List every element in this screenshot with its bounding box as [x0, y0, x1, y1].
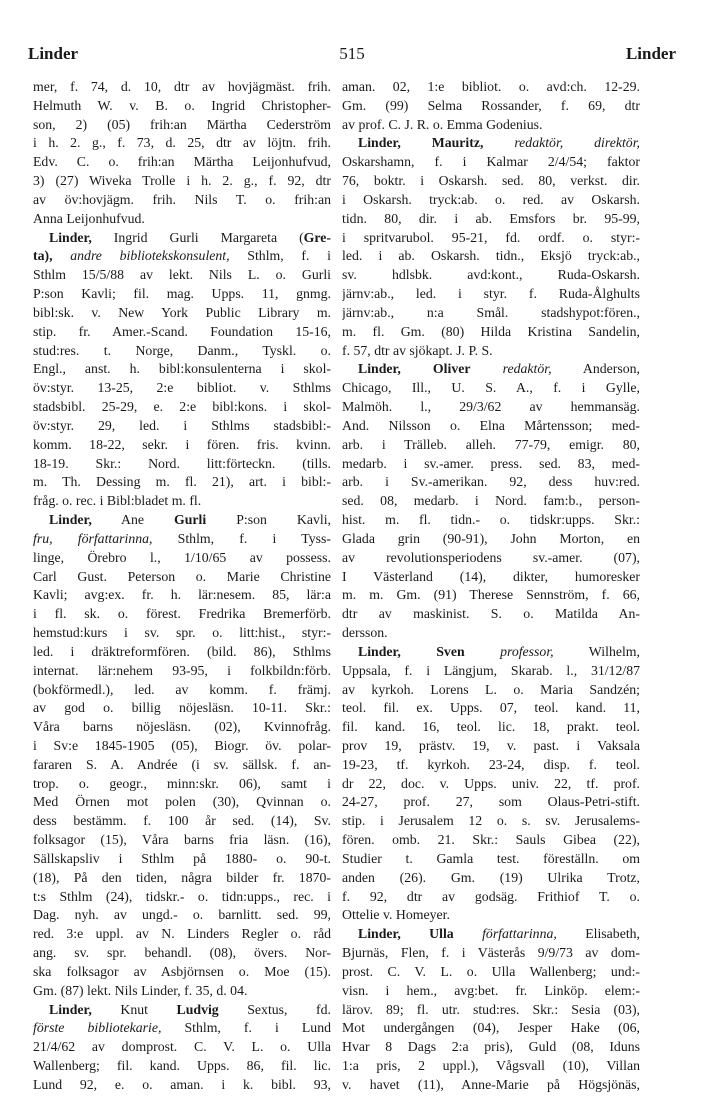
line-text: 1:a pris, 2 uppl.), Vågsvall (10), Villan — [342, 1058, 640, 1074]
text-line — [342, 153, 640, 172]
line-text: linge, Örebro l., 1/10/65 av possess. — [33, 549, 331, 565]
line-text: visn. i hem., avg:bet. fr. Linköp. elem:- — [342, 982, 640, 998]
text-line — [33, 417, 331, 436]
text-line — [33, 266, 331, 285]
text-line — [342, 172, 640, 191]
line-text: P:son Kavli; fil. mag. Upps. 11, gnmg. — [33, 286, 331, 302]
text-line — [342, 511, 640, 530]
entry-headword: ta), — [33, 248, 53, 264]
text-line — [33, 793, 331, 812]
line-text: Studier t. Gamla test. föreställn. om — [342, 850, 640, 866]
line-text: arb. i Sv.-amerikan. 92, dess huv:red. — [342, 474, 640, 490]
text-line — [342, 662, 640, 681]
text-line — [342, 793, 640, 812]
text-line — [33, 1057, 331, 1076]
text-line — [342, 699, 640, 718]
text-line — [33, 304, 331, 323]
entry-occupation: fru, författarinna, — [33, 530, 153, 546]
text-line — [342, 247, 640, 266]
entry-headword: Linder, — [49, 229, 92, 245]
text-line — [33, 210, 331, 229]
entry-occupation: redaktör, direktör, — [483, 135, 640, 151]
text-line — [33, 436, 331, 455]
line-text: i h. 2. g., f. 73, d. 25, dtr av löjtn. frih. — [33, 135, 331, 151]
text-line — [342, 925, 640, 944]
text-line — [33, 473, 331, 492]
text-line — [342, 605, 640, 624]
text-line — [33, 455, 331, 474]
text-line — [33, 97, 331, 116]
right-column — [342, 78, 640, 1095]
text-line — [33, 869, 331, 888]
line-text: led. i dräktreformfören. (bild. 86), Sthlms — [33, 643, 331, 659]
line-text: Ingrid Gurli Margareta ( — [91, 229, 304, 245]
line-text: ska folksagor av Asbjörnsen o. Moe (15). — [33, 963, 331, 979]
text-line — [33, 586, 331, 605]
line-text: stud:res. t. Norge, Danm., Tyskl. o. — [33, 342, 331, 358]
text-line — [33, 643, 331, 662]
line-text: son, 2) (05) frih:an Märtha Cederström — [33, 116, 331, 132]
text-line — [33, 850, 331, 869]
header-right-word: Linder — [625, 44, 676, 63]
line-text: dtr av maskinist. S. o. Matilda An- — [342, 606, 640, 622]
line-text: 24-27, prof. 27, som Olaus-Petri-stift. — [342, 794, 640, 810]
line-text: prov 19, prästv. 19, v. past. i Vaksala — [342, 737, 640, 753]
line-text: 19-23, tf. kyrkoh. 23-24, disp. f. teol. — [342, 756, 640, 772]
text-line — [342, 643, 640, 662]
text-line — [33, 153, 331, 172]
text-line — [33, 492, 331, 511]
line-text: dersson. — [342, 625, 388, 641]
text-line — [342, 1019, 640, 1038]
line-text: öv:styr. 29, led. i Sthlms stadsbibl:- — [33, 417, 331, 433]
line-text: Lund 92, e. o. aman. i k. bibl. 93, — [33, 1076, 331, 1092]
entry-headword: Linder, — [49, 1001, 92, 1017]
line-text: Knut — [91, 1001, 177, 1017]
text-line — [342, 1038, 640, 1057]
text-line — [33, 134, 331, 153]
text-line — [33, 78, 331, 97]
line-text: dr 22, doc. v. Upps. univ. 22, tf. prof. — [342, 775, 640, 791]
text-line — [342, 304, 640, 323]
header-left-word: Linder — [28, 44, 79, 63]
text-line — [33, 285, 331, 304]
text-line — [33, 172, 331, 191]
entry-headword: Linder, — [49, 512, 92, 528]
line-text: i fl. sk. o. förest. Fredrika Bremerförb. — [33, 606, 331, 622]
entry-occupation: redaktör, — [470, 361, 552, 377]
text-line — [33, 699, 331, 718]
line-text: Ane — [91, 512, 175, 528]
entry-headword: Ludvig — [176, 1001, 219, 1017]
text-line — [33, 756, 331, 775]
text-line — [342, 116, 640, 135]
line-text: komm. 18-22, sekr. i fören. fris. kvinn. — [33, 436, 331, 452]
line-text: Sthlm, f. i Tyss- — [152, 530, 331, 546]
line-text: 76, boktr. i Oskarsh. sed. 80, verkst. dir. — [342, 173, 640, 189]
text-line — [342, 97, 640, 116]
text-line — [342, 436, 640, 455]
text-line — [342, 775, 640, 794]
text-line — [342, 191, 640, 210]
text-line — [342, 398, 640, 417]
line-text: fören. omb. 21. Skr.: Sauls Gibea (22), — [342, 832, 640, 848]
line-text: medarb. i sv.-amer. press. sed. 83, med- — [342, 455, 640, 471]
entry-occupation: andre bibliotekskonsulent, — [52, 248, 230, 264]
line-text: öv:styr. 13-25, 2:e bibliot. v. Sthlms — [33, 380, 331, 396]
text-line — [33, 1019, 331, 1038]
entry-headword: Linder, Mauritz, — [358, 135, 484, 151]
line-text: trop. o. geogr., minn:skr. 06), samt i — [33, 775, 331, 791]
text-line — [342, 417, 640, 436]
text-line — [342, 1001, 640, 1020]
text-line — [33, 342, 331, 361]
text-line — [342, 850, 640, 869]
text-line — [33, 530, 331, 549]
line-text: Gm. (87) lekt. Nils Linder, f. 35, d. 04. — [33, 982, 248, 998]
line-text: Glada grin (90-91), John Morton, en — [342, 530, 640, 546]
line-text: t:s Sthlm (24), tidskr.- o. tidn:upps., rec. i — [33, 888, 331, 904]
text-line — [33, 888, 331, 907]
text-line — [33, 624, 331, 643]
line-text: mer, f. 74, d. 10, dtr av hovjägmäst. frih. — [33, 79, 331, 94]
text-line — [342, 737, 640, 756]
text-line — [33, 191, 331, 210]
entry-occupation: förste bibliotekarie, — [33, 1020, 162, 1036]
line-text: lärov. 89; fl. utr. stud:res. Skr.: Sesia (03), — [342, 1001, 640, 1017]
text-line — [33, 1076, 331, 1095]
text-line — [342, 210, 640, 229]
line-text: sv. hdlsbk. avd:kont., Ruda-Oskarsh. — [342, 267, 640, 283]
line-text: Uppsala, f. i Längjum, Skarab. l., 31/12/87 — [342, 662, 640, 678]
line-text: f. 92, dtr av godsäg. Frithiof T. o. — [342, 888, 640, 904]
text-line — [33, 718, 331, 737]
text-line — [342, 342, 640, 361]
text-line — [342, 473, 640, 492]
line-text: dess bestämm. f. 100 år sed. (14), Sv. — [33, 813, 331, 829]
line-text: arb. i Trälleb. alleh. 77-79, emigr. 80, — [342, 436, 640, 452]
text-line — [342, 266, 640, 285]
text-line — [33, 398, 331, 417]
line-text: Gm. (99) Selma Rossander, f. 69, dtr — [342, 97, 640, 113]
text-line — [342, 831, 640, 850]
line-text: tidn. 80, dir. i ab. Emsfors br. 95-99, — [342, 210, 640, 226]
line-text: Elisabeth, — [556, 926, 640, 942]
line-text: fråg. o. rec. i Bibl:bladet m. fl. — [33, 493, 202, 509]
page-number: 515 — [339, 44, 365, 63]
line-text: järnv:ab., n:a Smål. stadshypot:fören., — [342, 304, 640, 320]
line-text: folksagor (15), Våra barns fria läsn. (16), — [33, 832, 331, 848]
text-line — [33, 379, 331, 398]
line-text: Sällskapsliv i Sthlm på 1880- o. 90-t. — [33, 850, 331, 866]
line-text: m. Th. Dessing m. fl. 21), art. i bibl:- — [33, 474, 331, 490]
running-header — [28, 44, 676, 70]
line-text: Chicago, Ill., U. S. A., f. i Gylle, — [342, 380, 640, 396]
text-line — [342, 869, 640, 888]
line-text: Ottelie v. Homeyer. — [342, 907, 450, 923]
text-line — [342, 134, 640, 153]
entry-headword: Linder, Oliver — [358, 361, 471, 377]
line-text: av öv:hovjägm. frih. Nils T. o. frih:an — [33, 191, 331, 207]
text-line — [33, 1001, 331, 1020]
text-line — [33, 925, 331, 944]
line-text: Sextus, fd. — [218, 1001, 331, 1017]
line-text: Wallenberg; fil. kand. Upps. 86, fil. lic. — [33, 1058, 331, 1074]
text-line — [33, 982, 331, 1001]
line-text: I Västerland (14), dikter, humoresker — [342, 568, 640, 584]
line-text: P:son Kavli, — [206, 512, 331, 528]
line-text: stip. fr. Amer.-Scand. Foundation 15-16, — [33, 323, 331, 339]
line-text: Bjurnäs, Flen, f. i Västerås 9/9/73 av dom- — [342, 945, 640, 961]
line-text: järnv:ab., led. i styr. f. Ruda-Ålghults — [342, 286, 640, 302]
text-line — [33, 323, 331, 342]
line-text: Malmöh. l., 29/3/62 av hemmansäg. — [342, 399, 640, 415]
line-text: Dag. nyh. av ungd.- o. barnlitt. sed. 99, — [33, 907, 331, 923]
text-line — [33, 831, 331, 850]
entry-headword: Linder, Sven — [358, 643, 465, 659]
line-text: fararen S. A. Andrée (i sv. sällsk. f. an- — [33, 756, 331, 772]
text-line — [33, 229, 331, 248]
line-text: fil. kand. 16, teol. lic. 18, prakt. teol. — [342, 719, 640, 735]
line-text: Oskarshamn, f. i Kalmar 2/4/54; faktor — [342, 154, 640, 170]
text-line — [342, 756, 640, 775]
text-line — [342, 549, 640, 568]
line-text: 18-19. Skr.: Nord. litt:förteckn. (tills. — [33, 455, 331, 471]
left-column — [33, 78, 331, 1095]
line-text: Anderson, — [551, 361, 640, 377]
line-text: led. i ab. Oskarsh. tidn., Eksjö tryck:ab., — [342, 248, 640, 264]
entry-headword: Gurli — [174, 512, 207, 528]
text-line — [33, 1038, 331, 1057]
line-text: sed. 08, medarb. i Nord. fam:b., person- — [342, 493, 640, 509]
text-line — [33, 812, 331, 831]
line-text: av prof. C. J. R. o. Emma Godenius. — [342, 116, 543, 132]
text-line — [342, 455, 640, 474]
line-text: m. m. Gm. (91) Therese Sennström, f. 66, — [342, 587, 640, 603]
text-line — [342, 1076, 640, 1095]
text-line — [33, 605, 331, 624]
line-text: Sthlm, f. i — [229, 248, 331, 264]
text-line — [342, 888, 640, 907]
text-line — [33, 775, 331, 794]
text-line — [33, 549, 331, 568]
line-text: 3) (27) Wiveka Trolle i h. 2. g., f. 92, dtr — [33, 173, 331, 189]
text-line — [342, 78, 640, 97]
line-text: And. Nilsson o. Elna Mårtensson; med- — [342, 417, 640, 433]
text-line — [342, 963, 640, 982]
text-line — [33, 906, 331, 925]
line-text: aman. 02, 1:e bibliot. o. avd:ch. 12-29. — [342, 79, 640, 94]
line-text: ang. sv. spr. behandl. (08), övers. Nor- — [33, 945, 331, 961]
line-text: Med Örnen mot polen (30), Qvinnan o. — [33, 794, 331, 810]
line-text: hemstud:kurs i sv. spr. o. litt:hist., styr:- — [33, 625, 331, 641]
text-line — [342, 530, 640, 549]
entry-headword: Gre- — [303, 229, 331, 245]
text-line — [33, 944, 331, 963]
line-text: av revolutionsperiodens sv.-amer. (07), — [342, 549, 640, 565]
text-line — [342, 812, 640, 831]
line-text: stip. i Jerusalem 12 o. s. sv. Jerusalems- — [342, 813, 640, 829]
line-text: Kavli; avg:ex. fr. h. lär:nesem. 85, lär:a — [33, 587, 331, 603]
line-text: bibl:sk. v. New York Public Library m. — [33, 304, 331, 320]
line-text: av kyrkoh. Lorens L. o. Maria Sandzén; — [342, 681, 640, 697]
line-text: (bokförmedl.), led. av komm. f. främj. — [33, 681, 331, 697]
text-line — [342, 718, 640, 737]
line-text: Helmuth W. v. B. o. Ingrid Christopher- — [33, 97, 331, 113]
line-text: v. havet (11), Anne-Marie på Högsjönäs, — [342, 1076, 640, 1092]
line-text: teol. fil. ex. Upps. 07, teol. kand. 11, — [342, 700, 640, 716]
text-line — [33, 511, 331, 530]
line-text: f. 57, dtr av sjökapt. J. P. S. — [342, 342, 493, 358]
line-text: m. fl. Gm. (80) Hilda Kristina Sandelin, — [342, 323, 640, 339]
line-text: prost. C. V. L. o. Ulla Wallenberg; und:- — [342, 963, 640, 979]
text-line — [342, 1057, 640, 1076]
line-text: i spritvarubol. 95-21, fd. ordf. o. styr:- — [342, 229, 640, 245]
line-text: Engl., anst. h. bibl:konsulenterna i skol- — [33, 361, 331, 377]
text-line — [342, 492, 640, 511]
text-line — [342, 944, 640, 963]
text-line — [33, 681, 331, 700]
text-line — [342, 586, 640, 605]
text-line — [33, 247, 331, 266]
line-text: anden (26). Gm. (19) Ulrika Trotz, — [342, 869, 640, 885]
line-text: Wilhelm, — [553, 643, 640, 659]
text-line — [33, 737, 331, 756]
text-line — [33, 963, 331, 982]
text-line — [33, 116, 331, 135]
line-text: Hvar 8 Dags 2:a pris), Guld (08, Iduns — [342, 1039, 640, 1055]
entry-occupation: professor, — [464, 643, 554, 659]
line-text: Mot undergången (04), Jesper Hake (06, — [342, 1020, 640, 1036]
line-text: Anna Leijonhufvud. — [33, 210, 145, 226]
text-line — [342, 379, 640, 398]
line-text: hist. m. fl. tidn.- o. tidskr:upps. Skr.: — [342, 512, 640, 528]
line-text: Edv. C. o. frih:an Märtha Leijonhufvud, — [33, 154, 331, 170]
line-text: stadsbibl. 25-29, e. 2:e bibl:kons. i skol- — [33, 399, 331, 415]
text-line — [342, 360, 640, 379]
text-line — [342, 323, 640, 342]
text-line — [342, 568, 640, 587]
line-text: i Sv:e 1845-1905 (05), Biogr. öv. polar- — [33, 737, 331, 753]
text-line — [33, 662, 331, 681]
text-line — [342, 982, 640, 1001]
line-text: Sthlm, f. i Lund — [161, 1020, 331, 1036]
text-line — [342, 681, 640, 700]
text-line — [33, 360, 331, 379]
text-line — [342, 906, 640, 925]
text-line — [342, 285, 640, 304]
line-text: Carl Gust. Peterson o. Marie Christine — [33, 568, 331, 584]
line-text: av god o. billig nöjesläsn. 10-11. Skr.: — [33, 700, 331, 716]
text-line — [33, 568, 331, 587]
line-text: Sthlm 15/5/88 av lekt. Nils L. o. Gurli — [33, 267, 331, 283]
entry-occupation: författarinna, — [453, 926, 557, 942]
entry-headword: Linder, Ulla — [358, 926, 454, 942]
text-line — [342, 624, 640, 643]
text-line — [342, 229, 640, 248]
line-text: 21/4/62 av domprost. C. V. L. o. Ulla — [33, 1039, 331, 1055]
line-text: Våra barns nöjesläsn. (02), Kvinnofråg. — [33, 719, 331, 735]
line-text: (18), På den tiden, några bilder fr. 1870- — [33, 869, 331, 885]
line-text: internat. lär:nehem 93-95, i folkbildn:förb. — [33, 662, 331, 678]
line-text: i Oskarsh. tryck:ab. o. red. av Oskarsh. — [342, 191, 640, 207]
line-text: red. 3:e uppl. av N. Linders Regler o. råd — [33, 926, 331, 942]
